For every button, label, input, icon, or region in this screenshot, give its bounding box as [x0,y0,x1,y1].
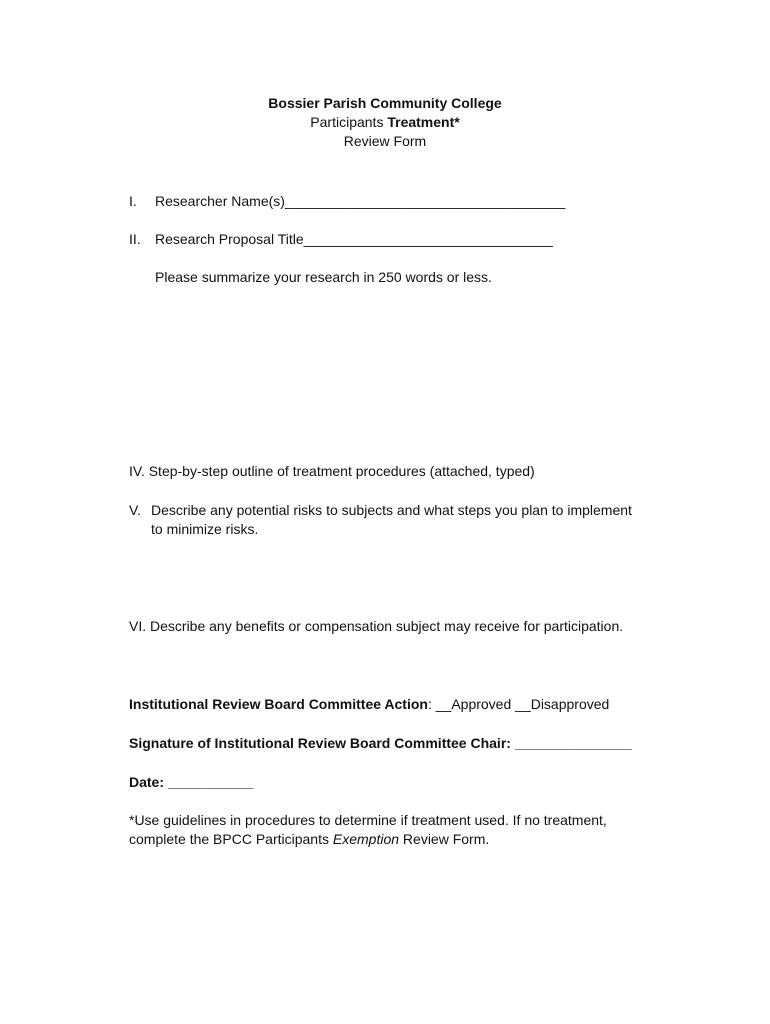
section-2-number: II. [129,231,141,247]
committee-action-options: : __Approved __Disapproved [427,696,610,712]
section-6-benefits: VI. Describe any benefits or compensation subject may receive for participation. [129,618,624,634]
footnote-line-2-prefix: complete the BPCC Participants [129,831,333,847]
footnote-line-2 [129,830,489,848]
form-subtitle-prefix: Participants [310,114,388,130]
committee-date [129,773,254,791]
committee-signature [129,734,632,752]
footnote-line-2-suffix: Review Form. [399,831,490,847]
committee-signature-label: Signature of Institutional Review Board Committee Chair: _______________ [129,735,632,751]
section-5-number: V. [129,502,141,518]
section-1-number: I. [129,193,137,209]
section-4-outline: IV. Step-by-step outline of treatment procedures (attached, typed) [129,463,535,479]
form-subtitle-bold: Treatment* [387,114,460,130]
section-5-risks-line-2: to minimize risks. [151,521,259,537]
researcher-name-field: Researcher Name(s)____________________________________ [155,193,566,209]
proposal-title-field: Research Proposal Title________________________________ [155,231,553,247]
institution-name [0,94,770,112]
form-subtitle [0,113,770,131]
footnote-line-1: *Use guidelines in procedures to determine if treatment used. If no treatment, [129,812,607,828]
form-title: Review Form [343,133,427,149]
committee-action-label: Institutional Review Board Committee Action [129,696,428,712]
summary-instruction: Please summarize your research in 250 words or less. [155,269,492,285]
committee-action [129,695,609,713]
committee-date-label: Date: ___________ [129,774,254,790]
section-5-risks-line-1: Describe any potential risks to subjects and what steps you plan to implement [151,502,632,518]
footnote-exemption-italic: Exemption [332,831,400,847]
institution-name-text: Bossier Parish Community College [268,95,502,111]
